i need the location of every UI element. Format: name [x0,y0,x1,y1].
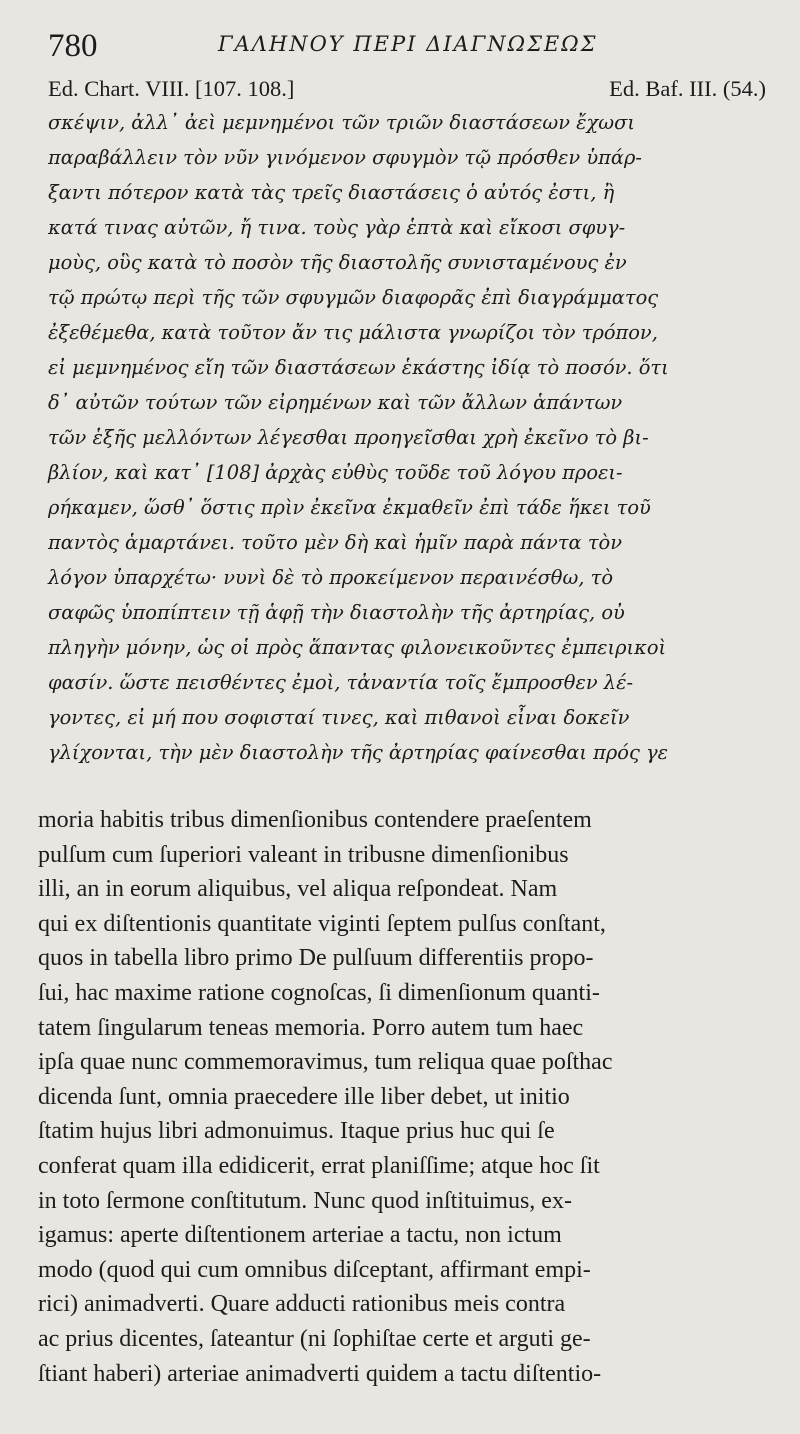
greek-text-line: γοντες, εἰ μή που σοφισταί τινες, καὶ πιθανοὶ εἶναι δοκεῖν [48,706,630,729]
latin-text-line: pulſum cum ſuperiori valeant in tribusne dimenſionibus [38,841,569,868]
greek-text-line: παραβάλλειν τὸν νῦν γινόμενον σφυγμὸν τῷ πρόσθεν ὑπάρ- [48,146,642,169]
page-header [48,28,762,68]
latin-text-line: conferat quam illa edidicerit, errat planiſſime; atque hoc ſit [38,1152,600,1179]
greek-text-line: δ᾽ αὐτῶν τούτων τῶν εἰρημένων καὶ τῶν ἄλλων ἁπάντων [48,391,623,414]
latin-text-line: ſui, hac maxime ratione cognoſcas, ſi dimenſionum quanti- [38,979,600,1006]
greek-text-line: τῶν ἑξῆς μελλόντων λέγεσθαι προηγεῖσθαι χρὴ ἐκεῖνο τὸ βι- [48,426,649,449]
latin-text-line: modo (quod qui cum omnibus diſceptant, affirmant empi- [38,1256,591,1283]
running-head: ΓΑΛΗΝΟΥ ΠΕΡΙ ΔΙΑΓΝΩΣΕΩΣ [218,32,598,56]
greek-text-line: φασίν. ὥστε πεισθέντες ἐμοὶ, τἀναντία τοῖς ἔμπροσθεν λέ- [48,671,634,694]
greek-text-line: σαφῶς ὑποπίπτειν τῇ ἁφῇ τὴν διαστολὴν τῆς ἀρτηρίας, οὐ [48,601,625,624]
latin-text-line: ac prius dicentes, ſateantur (ni ſophiſtae certe et arguti ge- [38,1325,591,1352]
latin-text-line: tatem ſingularum teneas memoria. Porro autem tum haec [38,1014,584,1041]
latin-text-line: quos in tabella libro primo De pulſuum differentiis propo- [38,945,594,972]
greek-text-line: γλίχονται, τὴν μὲν διαστολὴν τῆς ἀρτηρίας φαίνεσθαι πρός γε [48,741,668,764]
page-number: 780 [48,28,98,64]
edition-reference-left: Ed. Chart. VIII. [107. 108.] [48,76,295,101]
greek-text-line: λόγον ὑπαρχέτω· νυνὶ δὲ τὸ προκείμενον περαινέσθω, τὸ [48,566,614,589]
latin-text-line: dicenda ſunt, omnia praecedere ille liber debet, ut initio [38,1083,570,1110]
greek-text-line: εἰ μεμνημένος εἴη τῶν διαστάσεων ἑκάστης ἰδίᾳ τὸ ποσόν. ὅτι [48,356,669,379]
latin-text-line: moria habitis tribus dimenſionibus contendere praeſentem [38,807,592,833]
latin-text-line: igamus: aperte diſtentionem arteriae a tactu, non ictum [38,1222,562,1249]
greek-text-line: τῷ πρώτῳ περὶ τῆς τῶν σφυγμῶν διαφορᾶς ἐπὶ διαγράμματος [48,286,659,309]
greek-text-line: πληγὴν μόνην, ὡς οἱ πρὸς ἅπαντας φιλονεικοῦντες ἐμπειρικοὶ [48,636,667,659]
greek-text-line: σκέψιν, ἀλλ᾽ ἀεὶ μεμνημένοι τῶν τριῶν διαστάσεων ἔχωσι [48,111,635,134]
latin-text-line: illi, an in eorum aliquibus, vel aliqua reſpondeat. Nam [38,876,558,903]
latin-text-line: qui ex diſtentionis quantitate viginti ſeptem pulſus conſtant, [38,910,606,937]
latin-text-line: rici) animadverti. Quare adducti rationibus meis contra [38,1291,566,1318]
latin-text-line: ipſa quae nunc commemoravimus, tum reliqua quae poſthac [38,1049,613,1076]
greek-text-line: μοὺς, οὓς κατὰ τὸ ποσὸν τῆς διαστολῆς συνισταμένους ἐν [48,251,627,274]
edition-reference-line [48,76,766,102]
greek-text-line: βλίον, καὶ κατ᾽ [108] ἀρχὰς εὐθὺς τοῦδε τοῦ λόγου προει- [48,461,623,484]
greek-text-line: ρήκαμεν, ὥσθ᾽ ὅστις πρὶν ἐκεῖνα ἐκμαθεῖν ἐπὶ τάδε ἥκει τοῦ [48,496,651,519]
latin-text-line: ſtiant haberi) arteriae animadverti quidem a tactu diſtentio- [38,1360,602,1387]
greek-text-block [48,105,768,770]
latin-text-line: ſtatim hujus libri admonuimus. Itaque prius huc qui ſe [38,1118,555,1145]
greek-text-line: ἐξεθέμεθα, κατὰ τοῦτον ἄν τις μάλιστα γνωρίζοι τὸν τρόπον, [48,321,658,344]
latin-text-line: in toto ſermone conſtitutum. Nunc quod inſtituimus, ex- [38,1187,572,1214]
latin-text-block [38,803,768,1391]
greek-text-line: ξαντι πότερον κατὰ τὰς τρεῖς διαστάσεις ὁ αὐτός ἐστι, ἢ [48,181,615,204]
edition-reference-right: Ed. Baf. III. (54.) [609,76,766,101]
greek-text-line: παντὸς ἁμαρτάνει. τοῦτο μὲν δὴ καὶ ἡμῖν παρὰ πάντα τὸν [48,531,623,554]
greek-text-line: κατά τινας αὐτῶν, ἤ τινα. τοὺς γὰρ ἑπτὰ καὶ εἴκοσι σφυγ- [48,216,626,239]
